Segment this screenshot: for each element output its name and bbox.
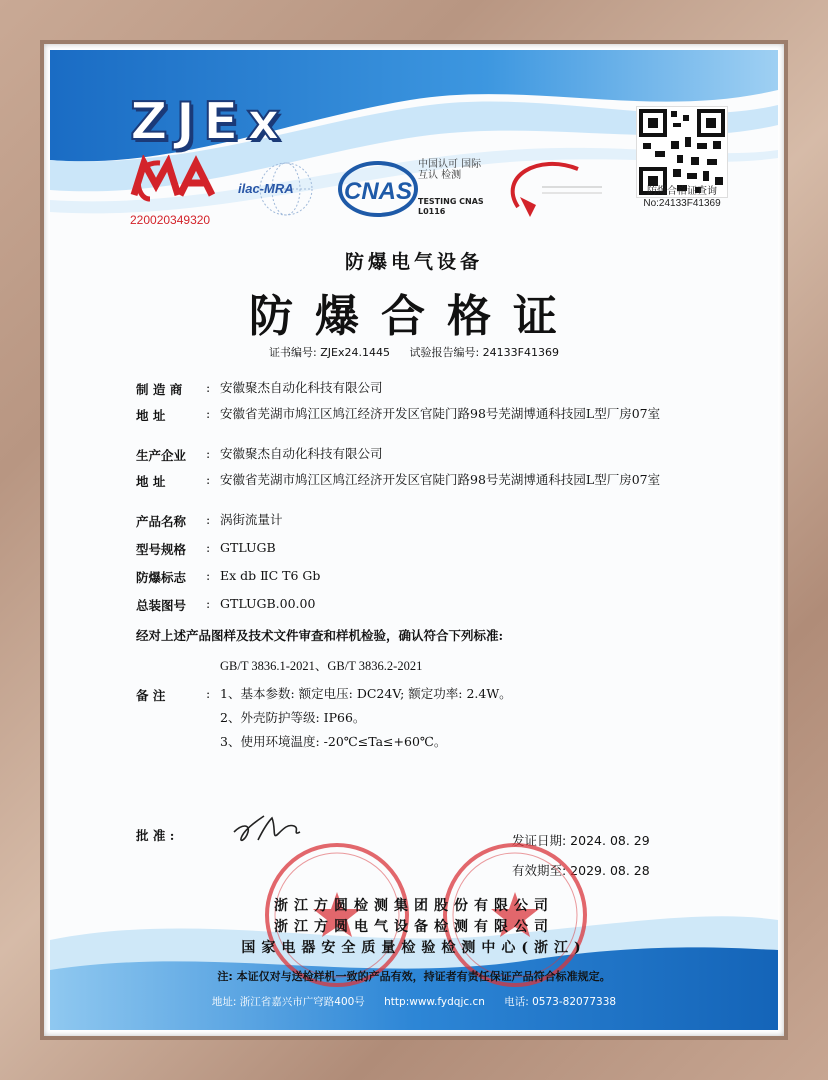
certificate-number: 证书编号: ZJEx24.1445	[269, 346, 390, 359]
cma-logo	[130, 155, 222, 227]
approval-label: 批 准 :	[136, 828, 175, 843]
field-label: 地 址	[136, 408, 166, 423]
organization-name: 浙江方圆检测集团股份有限公司	[274, 898, 554, 914]
certificate-title: 防爆合格证	[249, 291, 579, 342]
certificate-numbers	[50, 344, 778, 360]
standards-list: GB/T 3836.1-2021、GB/T 3836.2-2021	[220, 659, 423, 673]
zjex-brand-logo: ZJEx	[130, 92, 289, 152]
qr-number: No:24133F41369	[643, 198, 721, 209]
field-value: GTLUGB	[220, 540, 276, 555]
field-value: GTLUGB.00.00	[220, 596, 316, 611]
issuing-organizations	[50, 896, 778, 959]
ilac-mra-logo	[238, 161, 320, 221]
ilac-mra-label: ilac-MRA	[238, 181, 294, 196]
footer-website[interactable]: http:www.fydqjc.cn	[384, 996, 485, 1008]
cma-mark-icon	[130, 155, 222, 207]
organization-name: 浙江方圆电气设备检测有限公司	[274, 919, 554, 935]
lab-swoosh-logo	[498, 157, 608, 223]
conformity-statement: 经对上述产品图样及技术文件审查和样机检验，确认符合下列标准:	[136, 628, 504, 643]
field-label: 产品名称	[136, 514, 187, 529]
footer-phone: 电话: 0573-82077338	[504, 996, 617, 1008]
remarks-label: 备 注	[136, 688, 166, 703]
certificate-subtitle: 防爆电气设备	[344, 251, 483, 273]
qr-query-label: 防爆合格证查询	[647, 186, 717, 197]
organization-name: 国家电器安全质量检验检测中心(浙江)	[241, 940, 587, 956]
validity-note: 注: 本证仅对与送检样机一致的产品有效，持证者有责任保证产品符合标准规定。	[217, 970, 611, 983]
field-label: 防爆标志	[136, 570, 187, 585]
cnas-cn-label: 中国认可 国际互认 检测	[418, 159, 482, 181]
field-value: 安徽聚杰自动化科技有限公司	[220, 446, 383, 461]
report-number: 试验报告编号: 24133F41369	[409, 346, 559, 359]
field-value: 安徽省芜湖市鸠江区鸠江经济开发区官陡门路98号芜湖博通科技园L型厂房07室	[220, 472, 661, 487]
remark-item: 2、外壳防护等级: IP66。	[220, 710, 366, 725]
certificate-paper: ZJEx 220020349320 ilac-MRA CNAS 中国认可 国际互认 检测 TESTING CNAS L0116 防爆合格证查询 No:24133F41369 防爆电气设备 防爆合格证 证书编号: ZJEx24.1445 试验报告编号: 24133F41369 制 造 商 : 安徽聚杰自动化科技有限公司 地 址 : 安徽省芜湖市鸠江区鸠江经济开发区官陡门路98号芜湖博通科技园L型厂房07室 生产企业 : 安徽聚杰自动化科技有限公司 地 址 : 安徽省芜湖市鸠江区鸠江经济开发区官陡门路98号芜湖博通科技园L型厂房07室 产品名称 : 涡街流量计 型号规格 : GTLUGB 防爆标志 : Ex db ⅡC T6 Gb 总装图号 : GTLUGB.00.00 经对上述产品图样及技术文件审查和样机检验，确认符合下列标准: GB/T 3836.1-2021、GB/T 3836.2-2021 备 注 : 1、基本参数: 额定电压: DC24V; 额定功率: 2.4W。 2、外壳防护等级: IP66。 3、使用环境温度: -20℃≤Ta≤+60℃。 批 准 : 发证日期: 2024. 08. 29 有效期至: 2029. 08. 28 浙江方圆检测集团股份有限公司 浙江方圆电气设备检测有限公司 国家电器安全质量检验检测中心(浙江) 注: 本证仅对与送检样机一致的产品有效，持证者有责任保证产品符合标准规定。 地址: 浙江省嘉兴市广穹路400号 http:www.fydqjc.cn 电话: 0573-82077338	[50, 50, 778, 1030]
field-label: 总装图号	[136, 598, 187, 613]
field-value: Ex db ⅡC T6 Gb	[220, 568, 321, 583]
remark-item: 1、基本参数: 额定电压: DC24V; 额定功率: 2.4W。	[220, 686, 512, 701]
cnas-mark-icon	[338, 155, 418, 225]
cnas-en-label: TESTING CNAS L0116	[418, 197, 484, 216]
field-value: 安徽聚杰自动化科技有限公司	[220, 380, 383, 395]
issue-date: 发证日期: 2024. 08. 29	[512, 833, 650, 848]
valid-until-date: 有效期至: 2029. 08. 28	[512, 863, 650, 878]
field-label: 生产企业	[136, 448, 187, 463]
cnas-text: CNAS	[343, 178, 413, 205]
cma-number: 220020349320	[130, 213, 211, 227]
field-label: 制 造 商	[136, 382, 183, 397]
field-label: 型号规格	[136, 542, 187, 557]
accreditation-logos	[120, 155, 640, 235]
footer-contact	[50, 994, 778, 1009]
field-value: 涡街流量计	[220, 512, 283, 527]
remark-item: 3、使用环境温度: -20℃≤Ta≤+60℃。	[220, 734, 447, 749]
cnas-logo	[338, 155, 488, 225]
field-label: 地 址	[136, 474, 166, 489]
field-value: 安徽省芜湖市鸠江区鸠江经济开发区官陡门路98号芜湖博通科技园L型厂房07室	[220, 406, 661, 421]
footer-address: 地址: 浙江省嘉兴市广穹路400号	[211, 996, 365, 1008]
